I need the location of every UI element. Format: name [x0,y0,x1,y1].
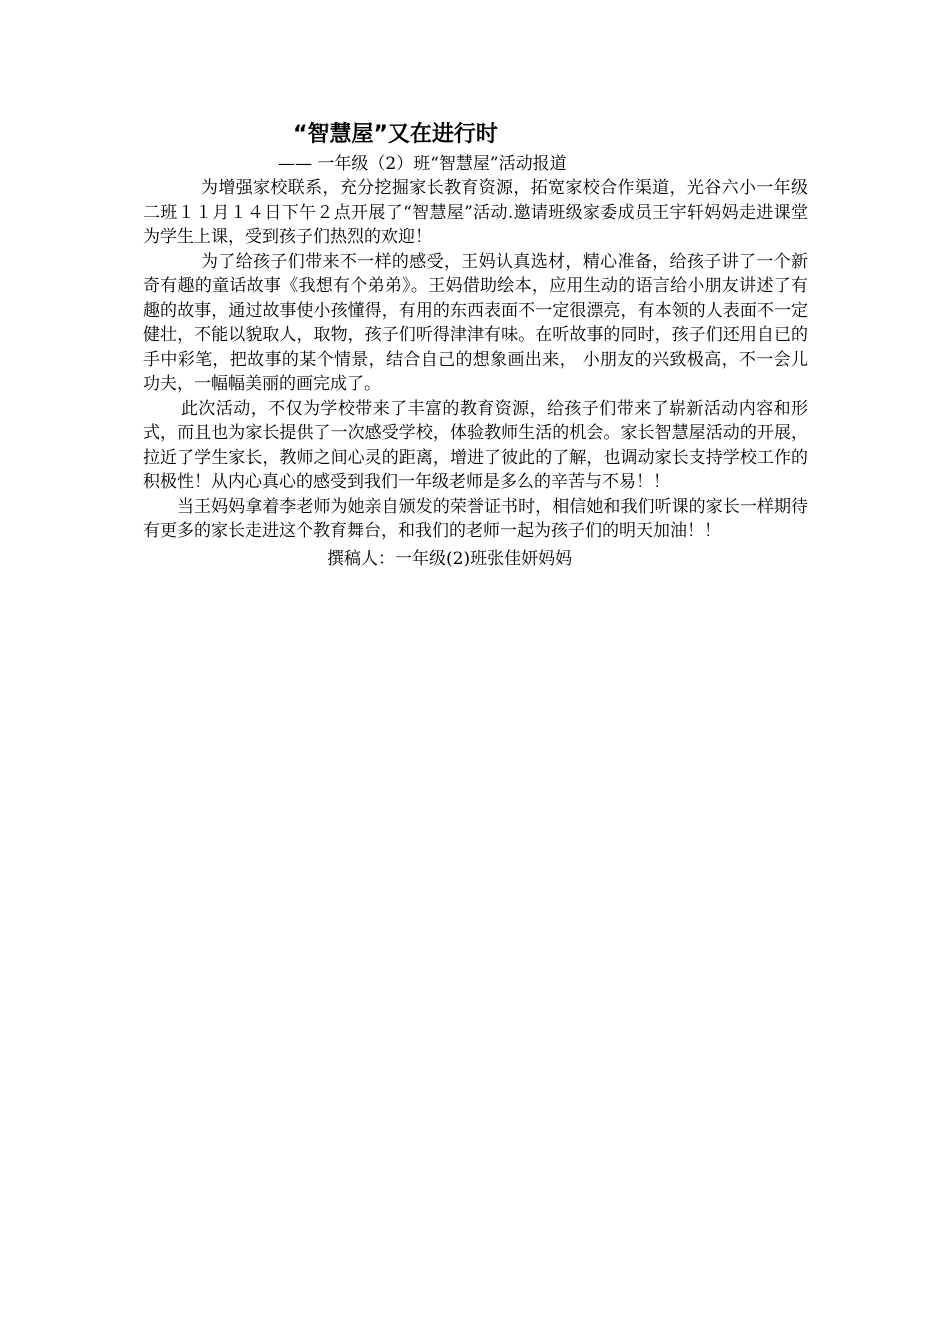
paragraph-2: 为了给孩子们带来不一样的感受，王妈认真选材，精心准备，给孩子讲了一个新奇有趣的童话故事《我想有个弟弟》。王妈借助绘本，应用生动的语言给小朋友讲述了有趣的故事，通过故事使小孩懂得，有用的东西表面不一定很漂亮，有本领的人表面不一定健壮，不能以貌取人，取物，孩子们听得津津有味。在听故事的同时，孩子们还用自已的手中彩笔，把故事的某个情景，结合自己的想象画出来， 小朋友的兴致极高，不一会儿功夫，一幅幅美丽的画完成了。 [143,251,808,394]
paragraph-3: 此次活动，不仅为学校带来了丰富的教育资源，给孩子们带来了崭新活动内容和形式，而且也为家长提供了一次感受学校，体验教师生活的机会。家长智慧屋活动的开展，拉近了学生家长，教师之间心灵的距离，增进了彼此的了解，也调动家长支持学校工作的积极性！从内心真心的感受到我们一年级老师是多么的辛苦与不易！！ [143,398,808,492]
document-page [143,118,808,574]
paragraph-1: 为增强家校联系，充分挖掘家长教育资源，拓宽家校合作渠道，光谷六小一年级二班１１月１４日下午２点开展了“智慧屋”活动.邀请班级家委成员王宇轩妈妈走进课堂为学生上课，受到孩子们热烈的欢迎！ [143,178,808,247]
author-line: 撰稿人：一年级(2)班张佳妍妈妈 [327,548,573,569]
article-subtitle: —— 一年级（2）班“智慧屋”活动报道 [278,154,567,174]
article-title: “智慧屋”又在进行时 [293,122,498,147]
paragraph-4: 当王妈妈拿着李老师为她亲自颁发的荣誉证书时，相信她和我们听课的家长一样期待有更多的家长走进这个教育舞台，和我们的老师一起为孩子们的明天加油！！ [143,496,808,541]
